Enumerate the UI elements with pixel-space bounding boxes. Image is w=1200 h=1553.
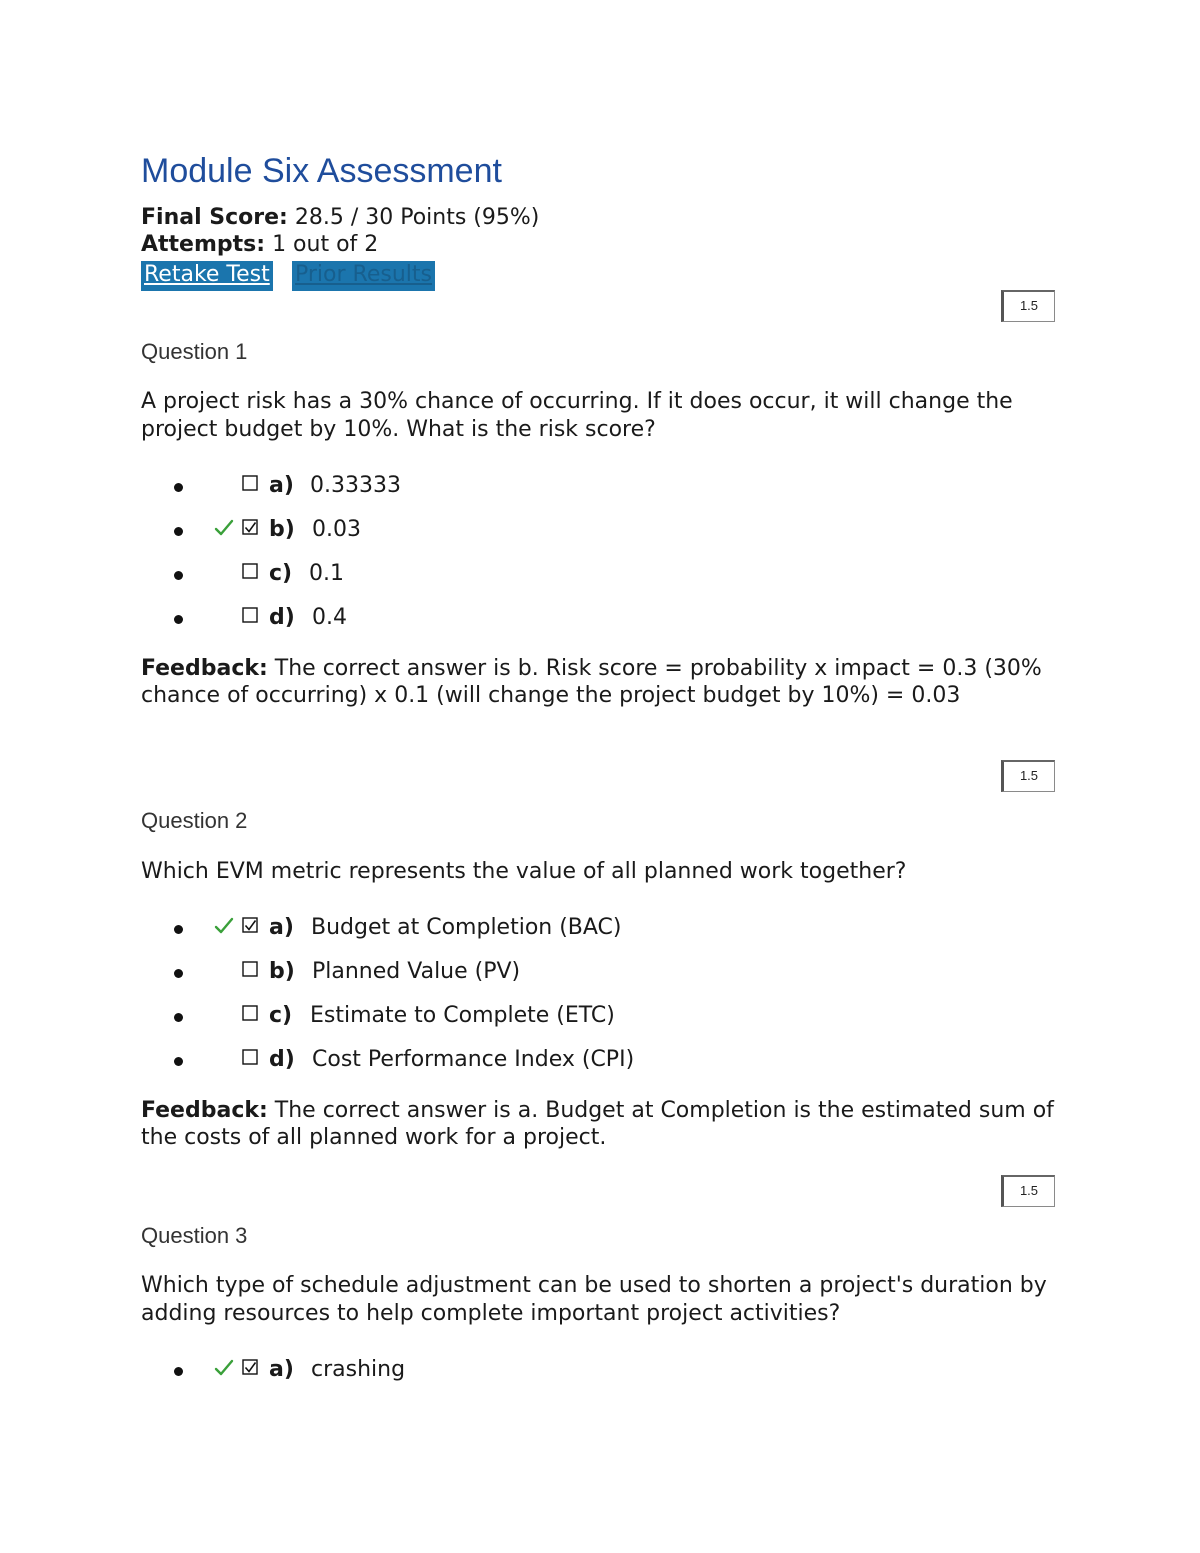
question-2-option-c[interactable]	[0, 1002, 900, 1032]
attempts-value: 1 out of 2	[272, 232, 379, 257]
question-3-label: Question 3	[141, 1223, 248, 1248]
question-1-points: 1.5	[1001, 290, 1055, 322]
option-letter: c)	[269, 1003, 293, 1028]
question-3-option-a[interactable]	[0, 1356, 900, 1386]
correct-check-icon	[214, 518, 234, 538]
retake-test-button[interactable]: Retake Test	[141, 261, 273, 291]
option-letter: a)	[269, 915, 294, 940]
unchecked-box-icon[interactable]	[242, 1049, 259, 1066]
question-2-option-d[interactable]	[0, 1046, 900, 1076]
bullet-icon	[174, 483, 183, 492]
option-letter: b)	[269, 517, 295, 542]
option-letter: a)	[269, 1357, 294, 1382]
bullet-icon	[174, 925, 183, 934]
bullet-icon	[174, 1013, 183, 1022]
unchecked-box-icon[interactable]	[242, 475, 259, 492]
bullet-icon	[174, 1367, 183, 1376]
feedback-text: The correct answer is b. Risk score = probability x impact = 0.3 (30% chance of occurring) x 0.1 (will change the project budget by 10%) = 0.03	[141, 656, 1042, 708]
bullet-icon	[174, 615, 183, 624]
question-1-label: Question 1	[141, 339, 248, 364]
bullet-icon	[174, 571, 183, 580]
question-1-option-c[interactable]	[0, 560, 900, 590]
bullet-icon	[174, 527, 183, 536]
correct-check-icon	[214, 1358, 234, 1378]
option-text: Planned Value (PV)	[312, 959, 521, 984]
question-1-option-a[interactable]	[0, 472, 900, 502]
unchecked-box-icon[interactable]	[242, 961, 259, 978]
feedback-text: The correct answer is a. Budget at Completion is the estimated sum of the costs of all planned work for a project.	[141, 1098, 1054, 1150]
option-letter: d)	[269, 605, 295, 630]
option-letter: d)	[269, 1047, 295, 1072]
question-3-text: Which type of schedule adjustment can be used to shorten a project's duration by adding resources to help complete important project activities?	[141, 1273, 1047, 1326]
option-text: 0.33333	[310, 473, 401, 498]
bullet-icon	[174, 1057, 183, 1066]
question-1-feedback	[141, 655, 1061, 709]
option-text: Cost Performance Index (CPI)	[312, 1047, 635, 1072]
page-title: Module Six Assessment	[141, 152, 502, 190]
option-letter: c)	[269, 561, 293, 586]
option-letter: a)	[269, 473, 294, 498]
question-2-option-a[interactable]	[0, 914, 900, 944]
final-score-label: Final Score:	[141, 205, 288, 230]
feedback-label: Feedback:	[141, 656, 268, 681]
option-text: Budget at Completion (BAC)	[311, 915, 622, 940]
attempts-line	[141, 232, 378, 257]
question-1-option-d[interactable]	[0, 604, 900, 634]
question-3-points: 1.5	[1001, 1175, 1055, 1207]
bullet-icon	[174, 969, 183, 978]
final-score-line	[141, 205, 539, 230]
question-2-text: Which EVM metric represents the value of all planned work together?	[141, 859, 907, 884]
option-letter: b)	[269, 959, 295, 984]
question-2-label: Question 2	[141, 808, 248, 833]
option-text: 0.03	[312, 517, 361, 542]
checked-box-icon[interactable]	[242, 519, 259, 536]
checked-box-icon[interactable]	[242, 917, 259, 934]
attempts-label: Attempts:	[141, 232, 266, 257]
option-text: crashing	[311, 1357, 406, 1382]
unchecked-box-icon[interactable]	[242, 607, 259, 624]
question-1-option-b[interactable]	[0, 516, 900, 546]
checked-box-icon[interactable]	[242, 1359, 259, 1376]
option-text: 0.1	[309, 561, 344, 586]
feedback-label: Feedback:	[141, 1098, 268, 1123]
unchecked-box-icon[interactable]	[242, 563, 259, 580]
question-1-text: A project risk has a 30% chance of occurring. If it does occur, it will change the project budget by 10%. What is the risk score?	[141, 389, 1013, 442]
prior-results-button[interactable]: Prior Results	[292, 261, 435, 291]
question-2-option-b[interactable]	[0, 958, 900, 988]
final-score-value: 28.5 / 30 Points (95%)	[294, 205, 540, 230]
unchecked-box-icon[interactable]	[242, 1005, 259, 1022]
correct-check-icon	[214, 916, 234, 936]
question-2-points: 1.5	[1001, 760, 1055, 792]
option-text: Estimate to Complete (ETC)	[310, 1003, 615, 1028]
question-2-feedback	[141, 1097, 1061, 1151]
option-text: 0.4	[312, 605, 347, 630]
